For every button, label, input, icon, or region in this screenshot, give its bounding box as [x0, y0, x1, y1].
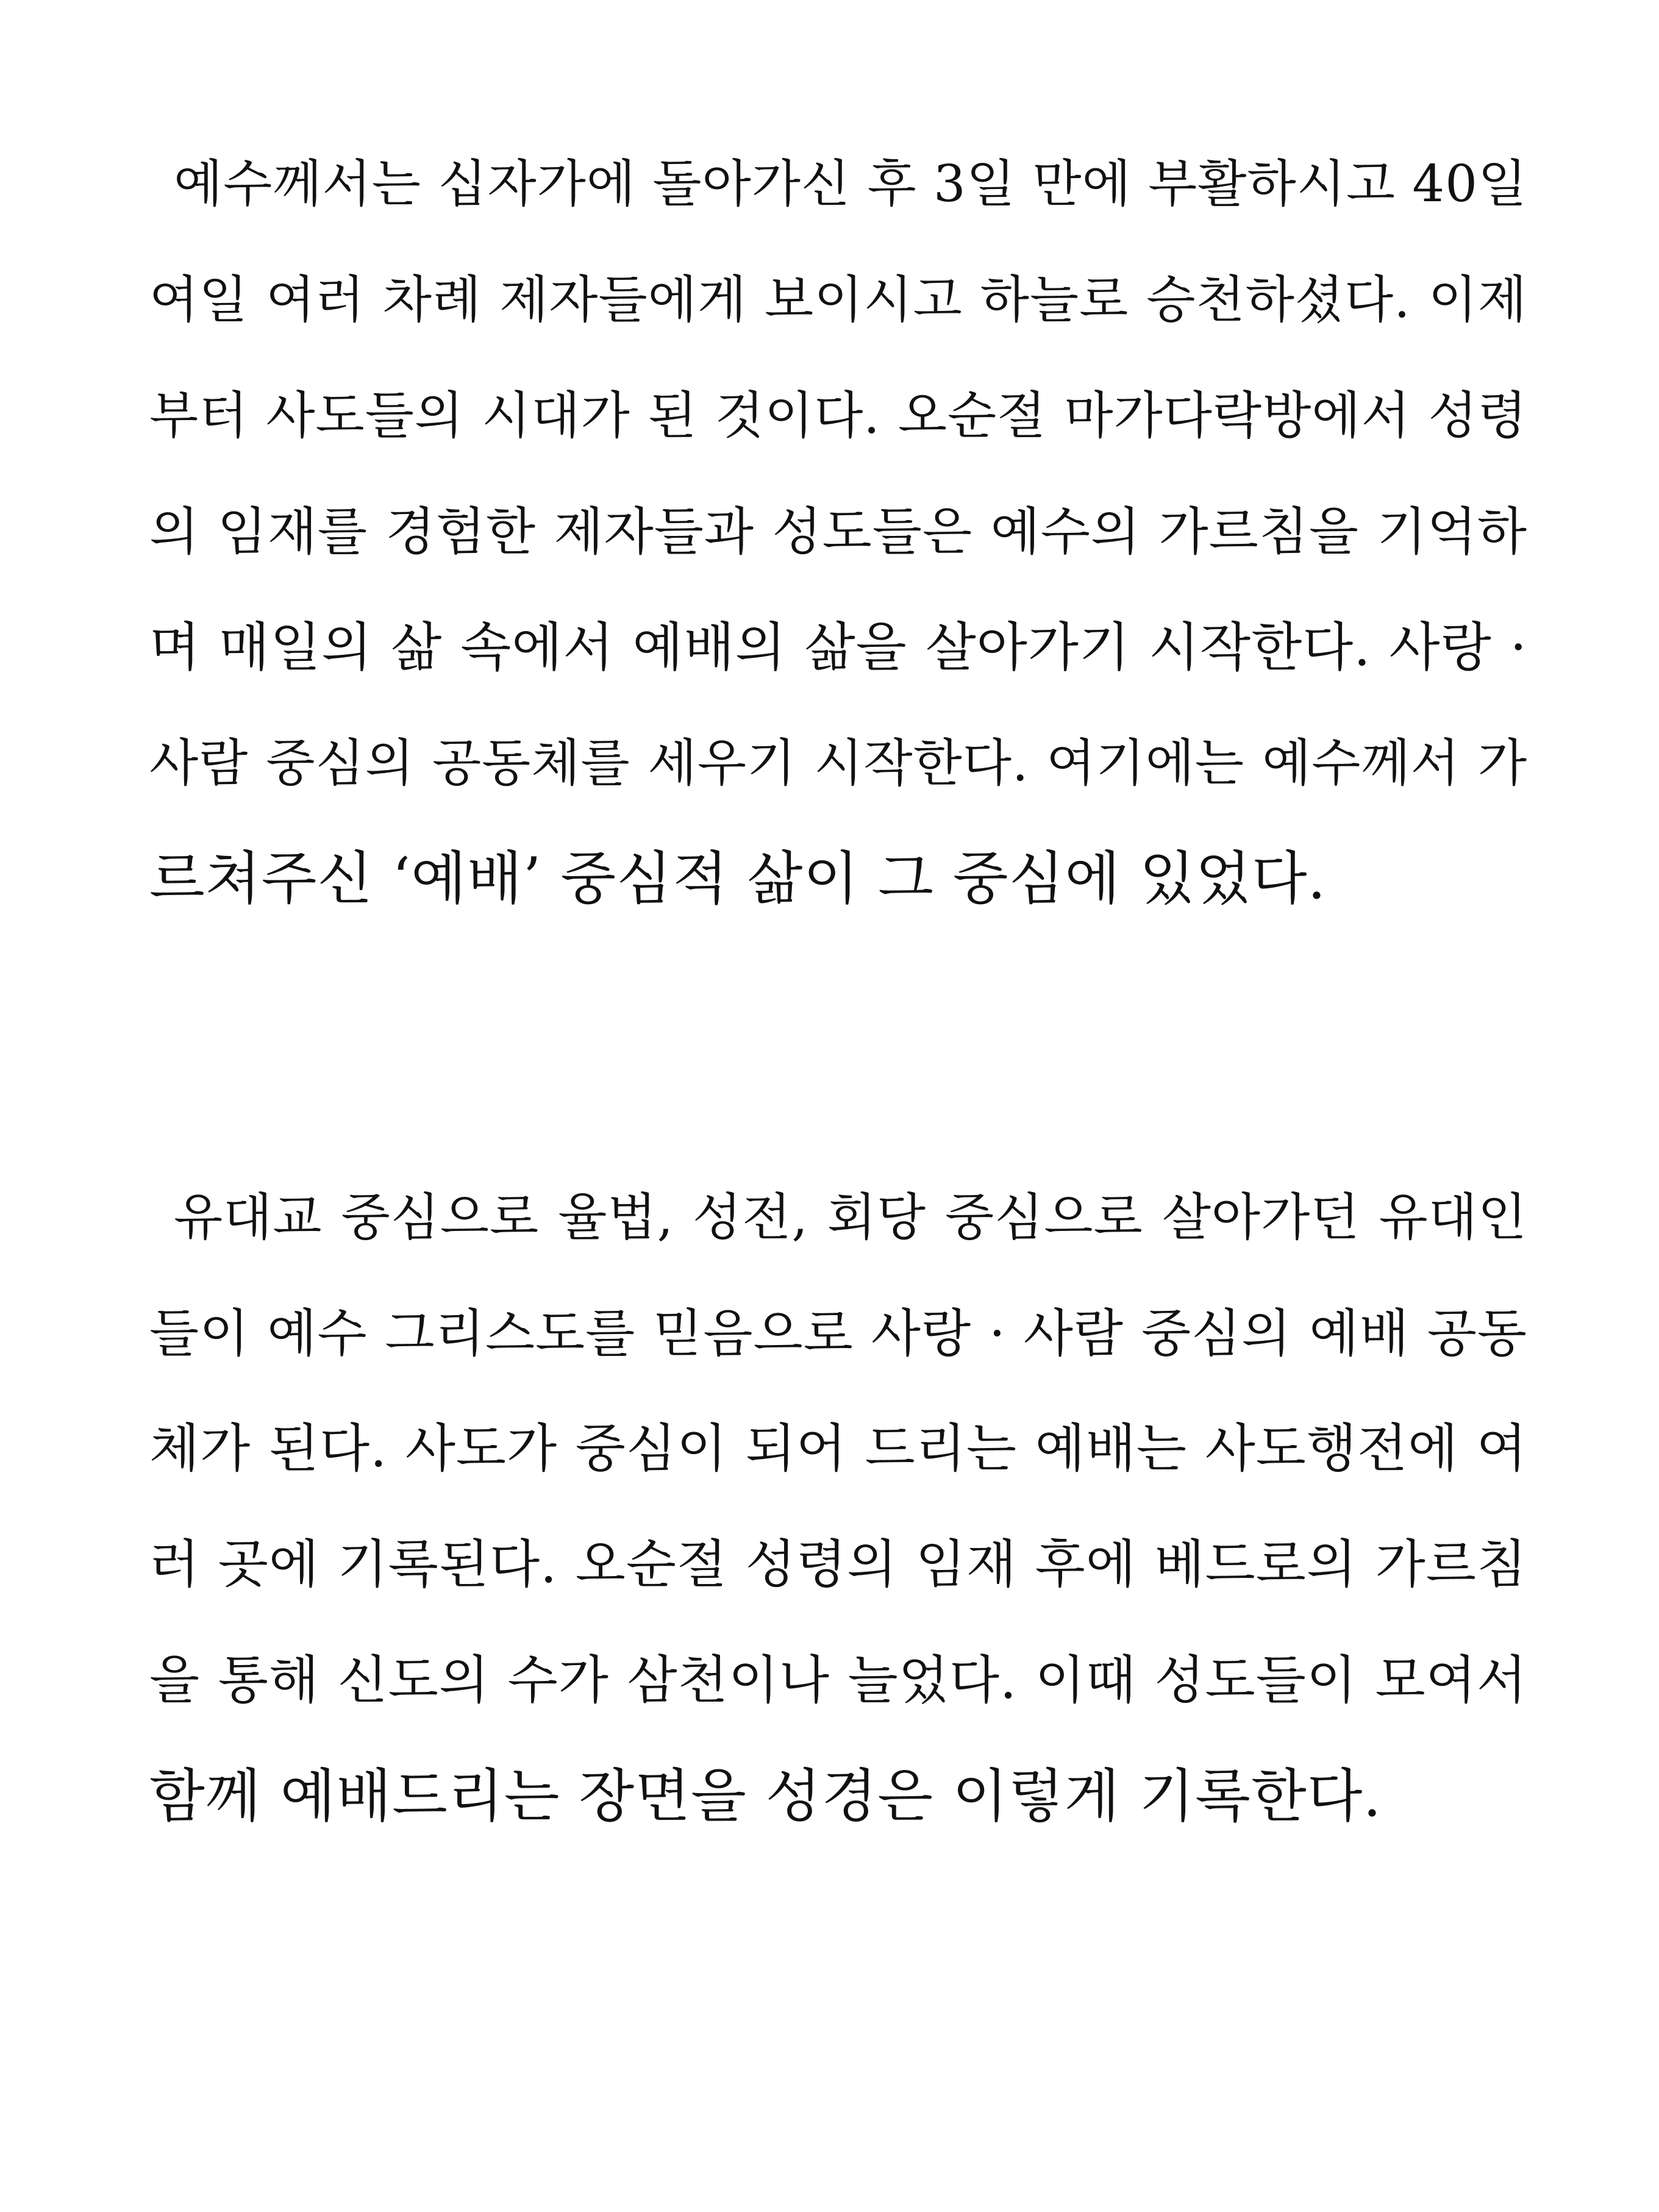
paragraph-2-line-1: 유대교 중심으로 율법, 성전, 회당 중심으로 살아가던 유대인: [174, 1188, 1527, 1247]
paragraph-2-line-2: 들이 예수 그리스도를 믿음으로 사랑 · 사람 중심의 예배 공동: [149, 1304, 1527, 1363]
paragraph-1-line-3: 부터 사도들의 시대가 된 것이다. 오순절 마가다락방에서 성령: [149, 386, 1527, 445]
paragraph-2-line-6: 함께 예배드리는 장면을 성경은 이렇게 기록한다.: [149, 1763, 1382, 1830]
paragraph-1-line-2: 여일 여러 차례 제자들에게 보이시고 하늘로 승천하셨다. 이제: [149, 270, 1527, 329]
paragraph-1-line-1: 예수께서는 십자가에 돌아가신 후 3일 만에 부활하시고 40일: [174, 154, 1528, 213]
paragraph-2-line-4: 러 곳에 기록된다. 오순절 성령의 임재 후에 베드로의 가르침: [149, 1535, 1527, 1595]
paragraph-2-line-5: 을 통해 신도의 수가 삼천이나 늘었다. 이때 성도들이 모여서: [149, 1650, 1527, 1711]
paragraph-2-line-3: 체가 된다. 사도가 중심이 되어 드리는 예배는 사도행전에 여: [149, 1419, 1527, 1479]
paragraph-1-line-7: 르쳐주신 ‘예배’ 중심적 삶이 그 중심에 있었다.: [149, 846, 1327, 912]
paragraph-1-line-5: 며 매일의 삶 속에서 예배의 삶을 살아가기 시작한다. 사랑 ·: [149, 617, 1527, 678]
paragraph-1-line-4: 의 임재를 경험한 제자들과 성도들은 예수의 가르침을 기억하: [149, 502, 1527, 562]
paragraph-1-line-6: 사람 중심의 공동체를 세우기 시작한다. 여기에는 예수께서 가: [149, 733, 1527, 793]
